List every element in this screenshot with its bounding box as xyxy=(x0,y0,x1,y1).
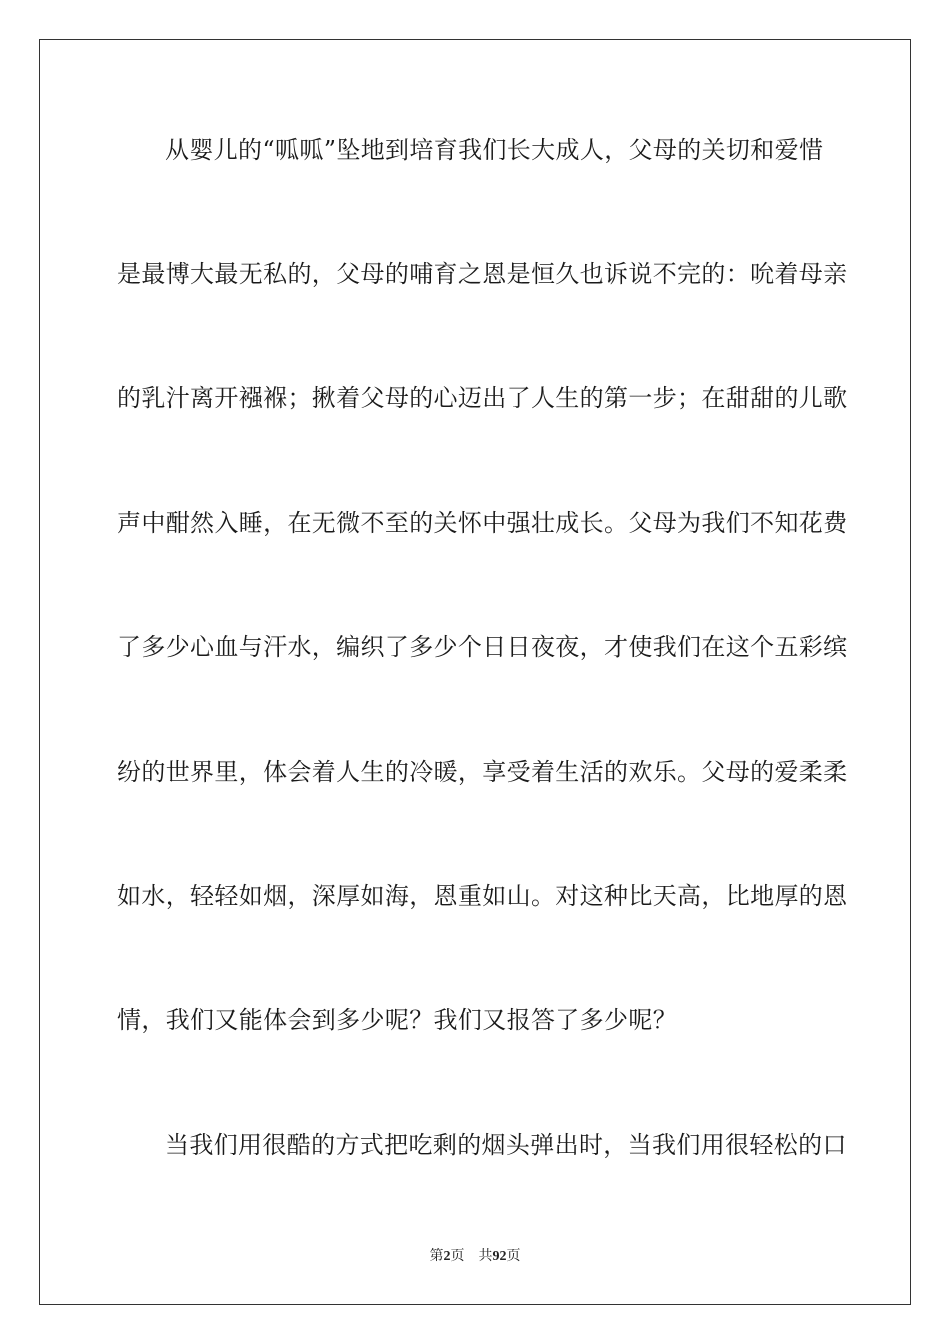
total-pages: 92 xyxy=(492,1249,507,1264)
paragraph-line: 当我们用很酷的方式把吃剩的烟头弹出时，当我们用很轻松的口 xyxy=(165,1131,847,1159)
page-footer xyxy=(0,1247,950,1266)
page-suffix: 页 xyxy=(450,1248,465,1264)
page-number: 2 xyxy=(443,1249,451,1264)
total-prefix: 共 xyxy=(478,1248,493,1264)
paragraph-line: 如水，轻轻如烟，深厚如海，恩重如山。对这种比天高，比地厚的恩 xyxy=(117,882,848,910)
page-border xyxy=(39,39,911,1305)
paragraph-line: 从婴儿的“呱呱”坠地到培育我们长大成人，父母的关切和爱惜 xyxy=(165,136,824,164)
paragraph-line: 情，我们又能体会到多少呢？我们又报答了多少呢？ xyxy=(117,1006,678,1034)
paragraph-line: 的乳汁离开襁褓；揪着父母的心迈出了人生的第一步；在甜甜的儿歌 xyxy=(117,384,848,412)
paragraph-line: 是最博大最无私的，父母的哺育之恩是恒久也诉说不完的：吮着母亲 xyxy=(117,260,848,288)
total-suffix: 页 xyxy=(506,1248,521,1264)
paragraph-line: 纷的世界里，体会着人生的冷暖，享受着生活的欢乐。父母的爱柔柔 xyxy=(117,758,848,786)
page-prefix: 第 xyxy=(429,1248,444,1264)
paragraph-line: 声中酣然入睡，在无微不至的关怀中强壮成长。父母为我们不知花费 xyxy=(117,509,848,537)
paragraph-line: 了多少心血与汗水，编织了多少个日日夜夜，才使我们在这个五彩缤 xyxy=(117,633,848,661)
